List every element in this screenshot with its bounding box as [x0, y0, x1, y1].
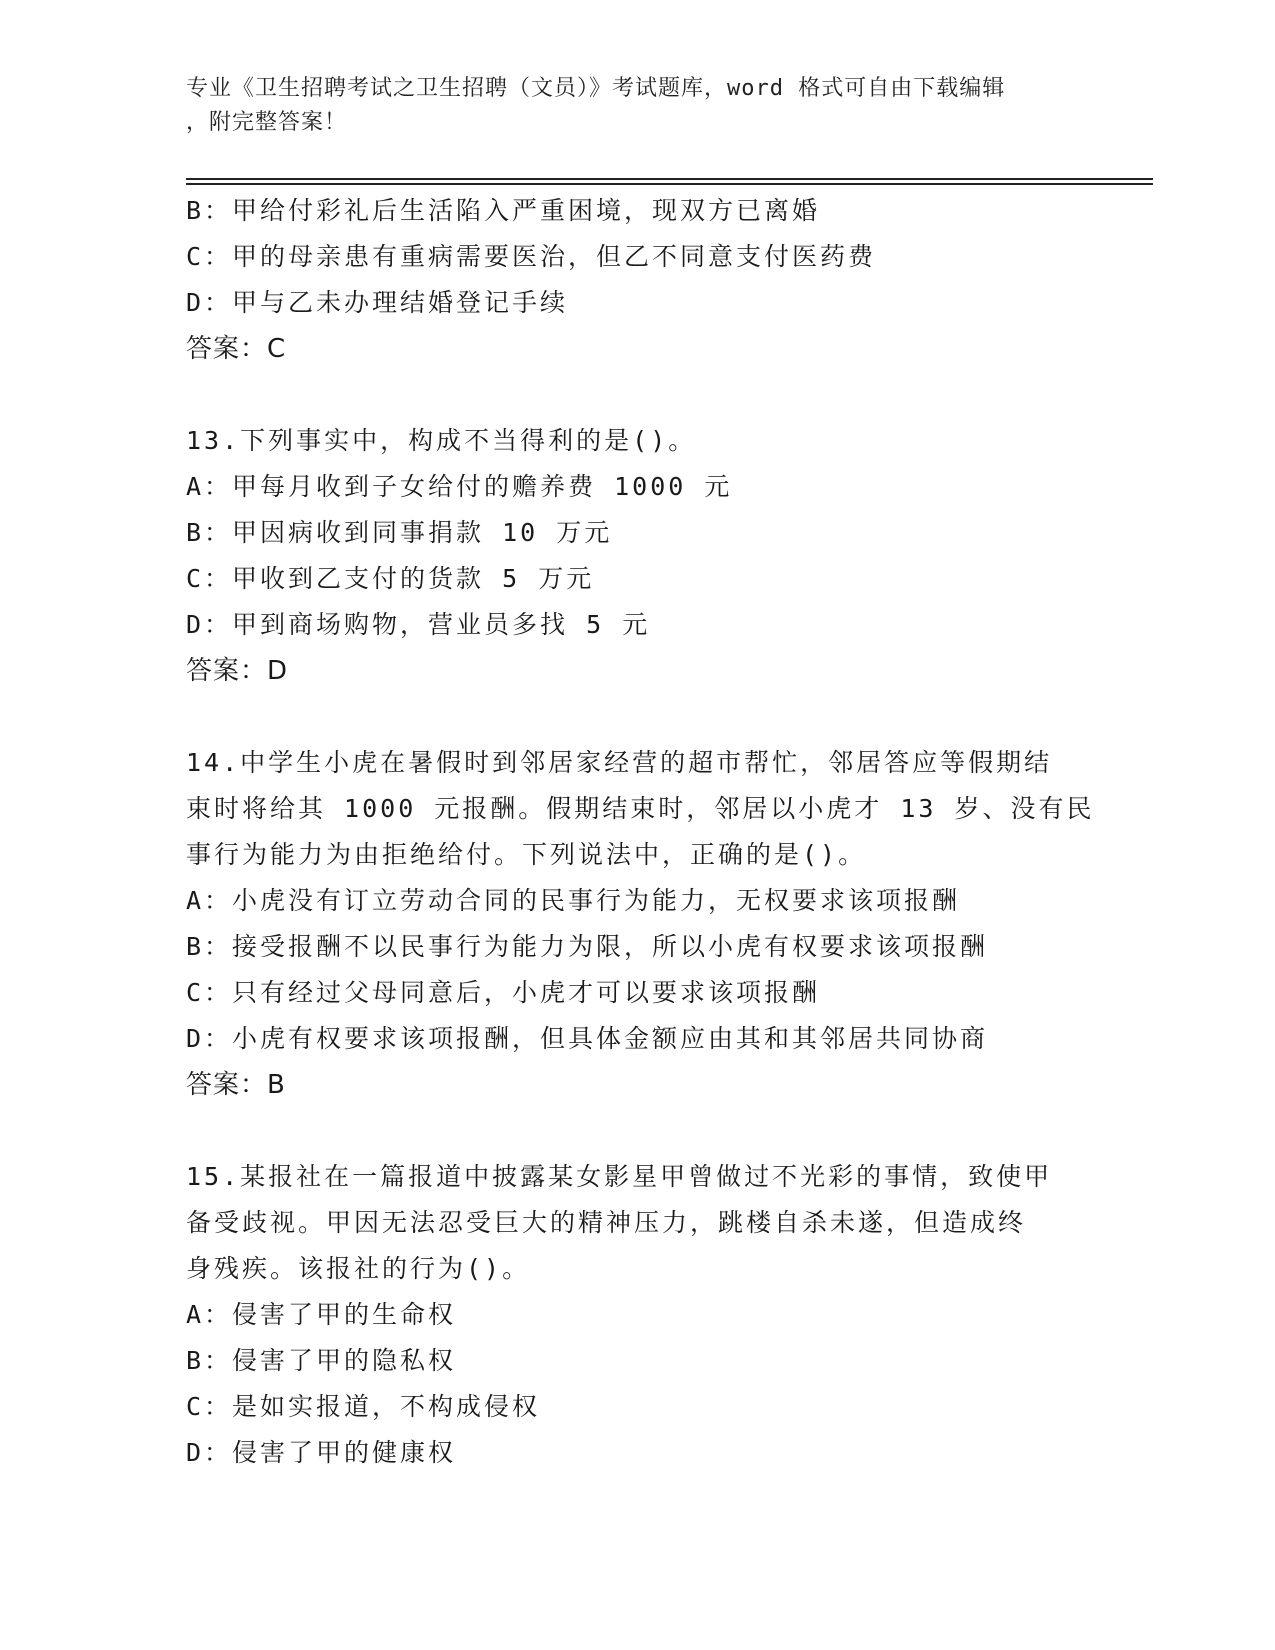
- option-d: D：甲到商场购物，营业员多找 5 元: [186, 610, 651, 639]
- option-c: C：是如实报道，不构成侵权: [186, 1392, 541, 1421]
- question-stem: 束时将给其 1000 元报酬。假期结束时，邻居以小虎才 13 岁、没有民: [186, 794, 1095, 823]
- option-b: B：侵害了甲的隐私权: [186, 1346, 457, 1375]
- question-15: [186, 1154, 1086, 1476]
- option-b: B：接受报酬不以民事行为能力为限，所以小虎有权要求该项报酬: [186, 932, 989, 961]
- option-b: B：甲给付彩礼后生活陷入严重困境，现双方已离婚: [186, 196, 821, 225]
- question-list: [186, 188, 1095, 1476]
- option-b: B：甲因病收到同事捐款 10 万元: [186, 518, 613, 547]
- header-divider-top: [186, 178, 1153, 180]
- header-line-2: ，附完整答案！: [186, 110, 348, 135]
- header-divider-bottom: [186, 183, 1153, 185]
- option-d: D：侵害了甲的健康权: [186, 1438, 457, 1467]
- spacer: [186, 372, 1086, 418]
- question-stem: 13.下列事实中，构成不当得利的是()。: [186, 426, 697, 455]
- option-c: C：甲的母亲患有重病需要医治，但乙不同意支付医药费: [186, 242, 877, 271]
- question-14: [186, 740, 1095, 1108]
- question-13: [186, 418, 1086, 694]
- option-a: A：小虎没有订立劳动合同的民事行为能力，无权要求该项报酬: [186, 886, 961, 915]
- option-d: D：小虎有权要求该项报酬，但具体金额应由其和其邻居共同协商: [186, 1024, 989, 1053]
- option-c: C：只有经过父母同意后，小虎才可以要求该项报酬: [186, 978, 821, 1007]
- answer-line: 答案：D: [186, 656, 289, 686]
- option-c: C：甲收到乙支付的货款 5 万元: [186, 564, 595, 593]
- question-12-continued: [186, 188, 1086, 372]
- question-stem: 备受歧视。甲因无法忍受巨大的精神压力，跳楼自杀未遂，但造成终: [186, 1208, 1027, 1237]
- answer-line: 答案：B: [186, 1070, 286, 1100]
- question-stem: 身残疾。该报社的行为()。: [186, 1254, 531, 1283]
- answer-line: 答案：C: [186, 334, 287, 364]
- spacer: [186, 1108, 1086, 1154]
- option-d: D：甲与乙未办理结婚登记手续: [186, 288, 569, 317]
- spacer: [186, 694, 1086, 740]
- question-stem: 事行为能力为由拒绝给付。下列说法中，正确的是()。: [186, 840, 867, 869]
- question-stem: 15.某报社在一篇报道中披露某女影星甲曾做过不光彩的事情，致使甲: [186, 1162, 1053, 1191]
- document-header: [186, 72, 1086, 140]
- option-a: A：甲每月收到子女给付的赡养费 1000 元: [186, 472, 733, 501]
- option-a: A：侵害了甲的生命权: [186, 1300, 457, 1329]
- question-stem: 14.中学生小虎在暑假时到邻居家经营的超市帮忙，邻居答应等假期结: [186, 748, 1053, 777]
- header-line-1: 专业《卫生招聘考试之卫生招聘（文员）》考试题库，word 格式可自由下载编辑: [186, 76, 1006, 101]
